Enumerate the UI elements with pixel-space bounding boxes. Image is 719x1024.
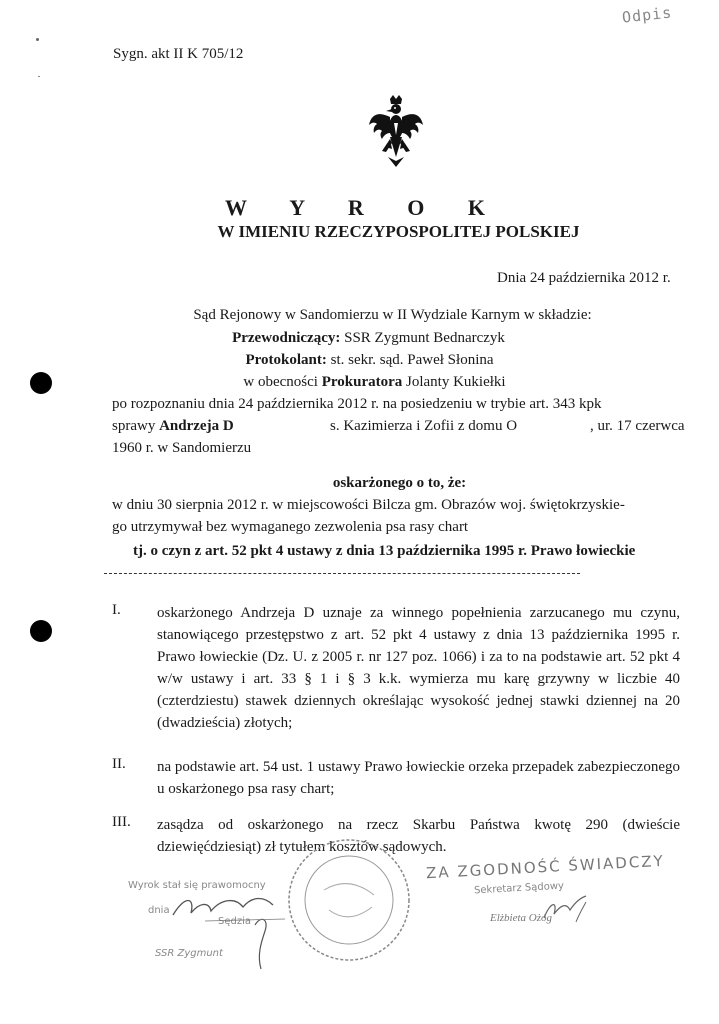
case-line-3: 1960 r. w Sandomierzu — [112, 440, 252, 456]
case-prefix: sprawy — [112, 418, 156, 434]
prosecutor-prefix: w obecności — [243, 374, 318, 390]
finality-stamp-name: SSR Zygmunt — [155, 948, 223, 959]
verdict-item-number: III. — [112, 814, 131, 830]
finality-stamp-line: Wyrok stał się prawomocny — [128, 880, 266, 891]
court-prosecutor — [0, 374, 719, 391]
handwritten-signature — [165, 885, 305, 975]
scan-speck — [38, 76, 40, 77]
court-chair — [0, 330, 719, 347]
charge-line-1: w dniu 30 sierpnia 2012 r. w miejscowości Bilcza gm. Obrazów woj. świętokrzyskie- — [112, 497, 625, 513]
case-line-1: po rozpoznaniu dnia 24 października 2012 r. na posiedzeniu w trybie art. 343 kpk — [112, 396, 602, 412]
prosecutor-name: Jolanty Kukiełki — [406, 374, 506, 390]
defendant-name: Andrzeja D — [159, 418, 234, 434]
section-divider — [104, 573, 580, 574]
defendant-parents: s. Kazimierza i Zofii z domu O — [330, 418, 518, 434]
case-signature: Sygn. akt II K 705/12 — [113, 46, 244, 62]
scan-speck — [36, 38, 39, 41]
case-line-2 — [112, 418, 685, 435]
verdict-item-number: II. — [112, 756, 126, 772]
conformity-stamp: ZA ZGODNOŚĆ ŚWIADCZY — [425, 851, 666, 883]
clerk-label: Protokolant: — [245, 352, 327, 368]
conformity-signature: Elżbieta Ożóg — [490, 912, 553, 924]
punch-hole — [30, 372, 52, 394]
charge-line-2: go utrzymywał bez wymaganego zezwolenia psa rasy chart — [112, 519, 469, 535]
copy-mark: Odpis — [621, 3, 673, 27]
signature-scribble — [540, 892, 590, 928]
verdict-subtitle: W IMIENIU RZECZYPOSPOLITEJ POLSKIEJ — [217, 222, 580, 241]
chair-name: SSR Zygmunt Bednarczyk — [344, 330, 505, 346]
finality-stamp-date-label: dnia — [148, 905, 170, 916]
verdict-item-text: oskarżonego Andrzeja D uznaje za winnego popełnienia zarzucanego mu czynu, stanowiącego przestępstwo z art. 52 pkt 4 ustawy z dnia 13 października 1995 r. Prawo łowieckie (Dz. U. z 2005 r. nr 127 poz. 1066) i za to na podstawie art. 52 pkt 4 w/w ustawy i art. 33 § 1 i § 3 k.k. wymierza mu karę grzywny w liczbie 40 (czterdziestu) stawek dziennych określając wysokość jednej stawki dziennej na 20 (dwadzieścia) złotych; — [157, 605, 680, 731]
verdict-item-number: I. — [112, 602, 121, 618]
charge-heading: oskarżonego o to, że: — [332, 475, 467, 491]
conformity-stamp-sub: Sekretarz Sądowy — [473, 880, 565, 897]
chair-label: Przewodniczący: — [232, 330, 341, 346]
clerk-name: st. sekr. sąd. Paweł Słonina — [330, 352, 494, 368]
court-intro: Sąd Rejonowy w Sandomierzu w II Wydziale Karnym w składzie: — [193, 307, 592, 323]
polish-eagle-emblem — [368, 95, 424, 167]
punch-hole — [30, 620, 52, 642]
verdict-item-text: na podstawie art. 54 ust. 1 ustawy Prawo łowieckie orzeka przepadek zabezpieczonego u oskarżonego psa rasy chart; — [157, 759, 680, 797]
finality-stamp-judge: Sędzia — [218, 916, 252, 927]
defendant-birth: , ur. 17 czerwca — [590, 418, 685, 434]
verdict-title: W Y R O K — [225, 195, 504, 220]
prosecutor-label: Prokuratora — [321, 374, 403, 390]
verdict-item-text: zasądza od oskarżonego na rzecz Skarbu Państwa kwotę 290 (dwieście dziewięćdziesiąt) zł tytułem kosztów sądowych. — [157, 817, 680, 855]
charge-qualification: tj. o czyn z art. 52 pkt 4 ustawy z dnia 13 października 1995 r. Prawo łowieckie — [133, 543, 636, 559]
verdict-date: Dnia 24 października 2012 r. — [497, 270, 671, 286]
court-clerk — [0, 352, 719, 369]
